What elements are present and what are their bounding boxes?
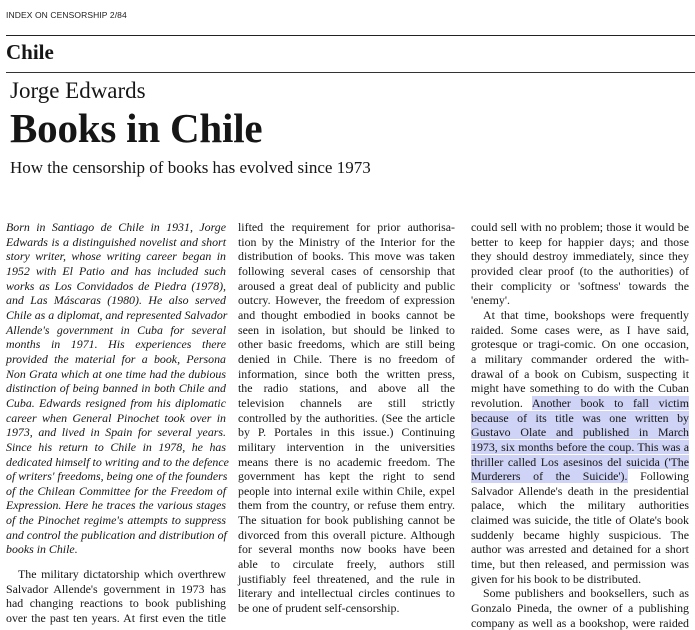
text-line: dedicated himself to writing and to the defence	[6, 454, 229, 469]
text-line: people into internal exile within Chile, expel	[238, 483, 455, 498]
highlighted-text: Murderers of the Suicide').	[471, 469, 628, 484]
text-line: provided clear proof (to the authorities) of	[471, 263, 689, 278]
text-line: palace, which the military authorities	[471, 498, 689, 513]
text-line: and control the publication and distribution of	[6, 527, 227, 542]
text-line: grotesque or tragi-comic. On one occasion,	[471, 337, 689, 352]
text-column-2	[238, 220, 455, 616]
text-line: information, since both the written press,	[238, 366, 455, 381]
text-line: over the past ten years. At first even the title	[6, 611, 226, 626]
text-line: distinction of being banned in both Chile and	[6, 381, 226, 396]
text-line: claimed was suicide, the title of Olate's book	[471, 513, 689, 528]
text-line: be one of prudent self-censorship.	[238, 601, 400, 616]
text-line: television channels are still strictly	[238, 395, 455, 410]
text-line	[471, 425, 689, 440]
text-line: 'enemy'.	[471, 293, 510, 308]
text-line: divorced from this overall picture. Although	[238, 527, 455, 542]
highlighted-text: because of its title was one written by	[471, 410, 689, 425]
article-title: Books in Chile	[10, 105, 263, 151]
highlighted-text: Gustavo Olate and published in March	[471, 425, 689, 440]
text-line: distribution of books. This move was taken	[238, 249, 455, 264]
text-line: might have something to do with the Cuban	[471, 381, 689, 396]
text-line: tion by the Ministry of the Interior for the	[238, 234, 455, 249]
text-line: Allende's government in Cuba for several	[6, 322, 226, 337]
text-line: At that time, bookshops were frequently	[483, 307, 689, 322]
text-line: outcry. However, the freedom of expression	[238, 293, 455, 308]
text-line: a military commander ordered the with-	[471, 351, 689, 366]
text-line: Edwards is a distinguished novelist and short	[6, 234, 226, 249]
text-column-1	[6, 220, 229, 626]
text-line: Cuba. Edwards resigned from his diplomatic	[6, 395, 226, 410]
text-column-3	[471, 220, 689, 630]
text-line: seen in isolation, but should be linked to	[238, 322, 455, 337]
text-line: Non Grata which at one time had the dubious	[6, 366, 226, 381]
text-line: revolution. Another book to fall victim	[471, 395, 689, 410]
text-line: of the Pinochet regime's attempts to suppress	[6, 513, 226, 528]
text-line: better to keep for happier days; and those	[471, 234, 689, 249]
text-line	[471, 455, 689, 470]
section-rule	[6, 72, 695, 73]
text-line	[471, 440, 689, 455]
article-subtitle: How the censorship of books has evolved since 1973	[10, 158, 371, 177]
text-line: and Las Máscaras (1980). He also served	[6, 293, 226, 308]
text-line: given for his book to be distributed.	[471, 571, 642, 586]
text-line: works as Los Convidados de Piedra (1978),	[6, 278, 226, 293]
text-line: military intervention in the universities	[238, 439, 455, 454]
text-line: lifted the requirement for prior authorisa-	[238, 220, 455, 234]
text-line: by P. Portales in this issue.) Continuing	[238, 425, 455, 440]
text-line: justifiably feel threatened, and the rule in	[238, 571, 455, 586]
text-line: means there is no academic freedom. The	[238, 454, 455, 469]
text-line: for several months now books have been	[238, 542, 455, 557]
paragraph-gap	[6, 557, 226, 567]
text-line: other basic freedoms, which are still being	[238, 337, 455, 352]
text-line: provided the material for a book, Persona	[6, 351, 226, 366]
highlighted-text: Another book to fall victim	[531, 395, 689, 410]
text-line: and thought embodied in books cannot be	[238, 307, 455, 322]
text-line: Gonzalo Pineda, the owner of a publishing	[471, 601, 689, 616]
text-line: story writer, whose writing career began in	[6, 249, 226, 264]
text-line: following several cases of censorship that	[238, 263, 455, 278]
text-line: The situation for book publishing cannot be	[238, 513, 455, 528]
text-line: controlled by the authorities. (See the article	[238, 410, 455, 425]
text-line: Expression. Here he traces the various stages	[6, 498, 226, 513]
running-head: INDEX ON CENSORSHIP 2/84	[6, 10, 127, 20]
text-line: Salvador Allende's government in 1973 has	[6, 581, 226, 596]
text-line: could sell with no problem; those it would be	[471, 220, 689, 234]
text-line: able to circulate freely, authors still	[238, 557, 455, 572]
text-line: they should destroy immediately, since they	[471, 249, 689, 264]
text-line: Chile as a diplomat, and represented Salvador	[6, 307, 228, 322]
text-line: author was arrested and detained for a short	[471, 542, 689, 557]
text-line: suddenly became highly suspicious. The	[471, 527, 689, 542]
text-line: literary and intellectual circles continues to	[238, 586, 455, 601]
text-line: career when General Pinochet took over in	[6, 410, 226, 425]
text-line: time, but then released, and permission was	[471, 557, 689, 572]
text-line: denied in Chile. There is no freedom of	[238, 351, 455, 366]
text-line: books in Chile.	[6, 542, 78, 557]
highlighted-text: thriller called Los asesinos del suicida ('The	[471, 454, 689, 469]
text-line: government has kept the right to send	[238, 469, 455, 484]
text-line: company as well as a bookshop, were raided	[471, 615, 689, 630]
text-line: had changing reactions to book publishing	[6, 596, 226, 611]
text-line: The military dictatorship which overthrew	[18, 567, 226, 582]
text-line: 1973, and lived in Spain for several years.	[6, 425, 226, 440]
text-line: Salvador Allende's death in the presidential	[471, 483, 689, 498]
text-line: drawal of a book on Cubism, suspecting it	[471, 366, 689, 381]
text-line: raided. Some cases were, as I have said,	[471, 322, 689, 337]
text-line: their complicity or 'softness' towards the	[471, 278, 689, 293]
text-line: Since his return to Chile in 1978, he has	[6, 439, 226, 454]
text-line: the radio stations, and above all the	[238, 381, 455, 396]
text-line	[471, 411, 689, 426]
text-line: 1952 with El Patio and has included such	[6, 263, 226, 278]
article-author: Jorge Edwards	[10, 78, 146, 103]
header-rule	[6, 35, 695, 36]
text-line: of writers' freedoms, being one of the founders	[6, 469, 228, 484]
highlighted-text: 1973, six months before the coup. This was a	[471, 439, 689, 454]
text-line: months in 1971. His experiences there	[6, 337, 226, 352]
text-line: aroused a great deal of publicity and public	[238, 278, 455, 293]
section-title: Chile	[6, 40, 54, 64]
text-line: them from the country, or refuse them entry.	[238, 498, 455, 513]
text-line: Born in Santiago de Chile in 1931, Jorge	[6, 220, 226, 234]
text-line: Some publishers and booksellers, such as	[483, 586, 689, 601]
text-line: Murderers of the Suicide'). Following	[471, 469, 689, 484]
text-line: of the Chilean Committee for the Freedom of	[6, 483, 226, 498]
